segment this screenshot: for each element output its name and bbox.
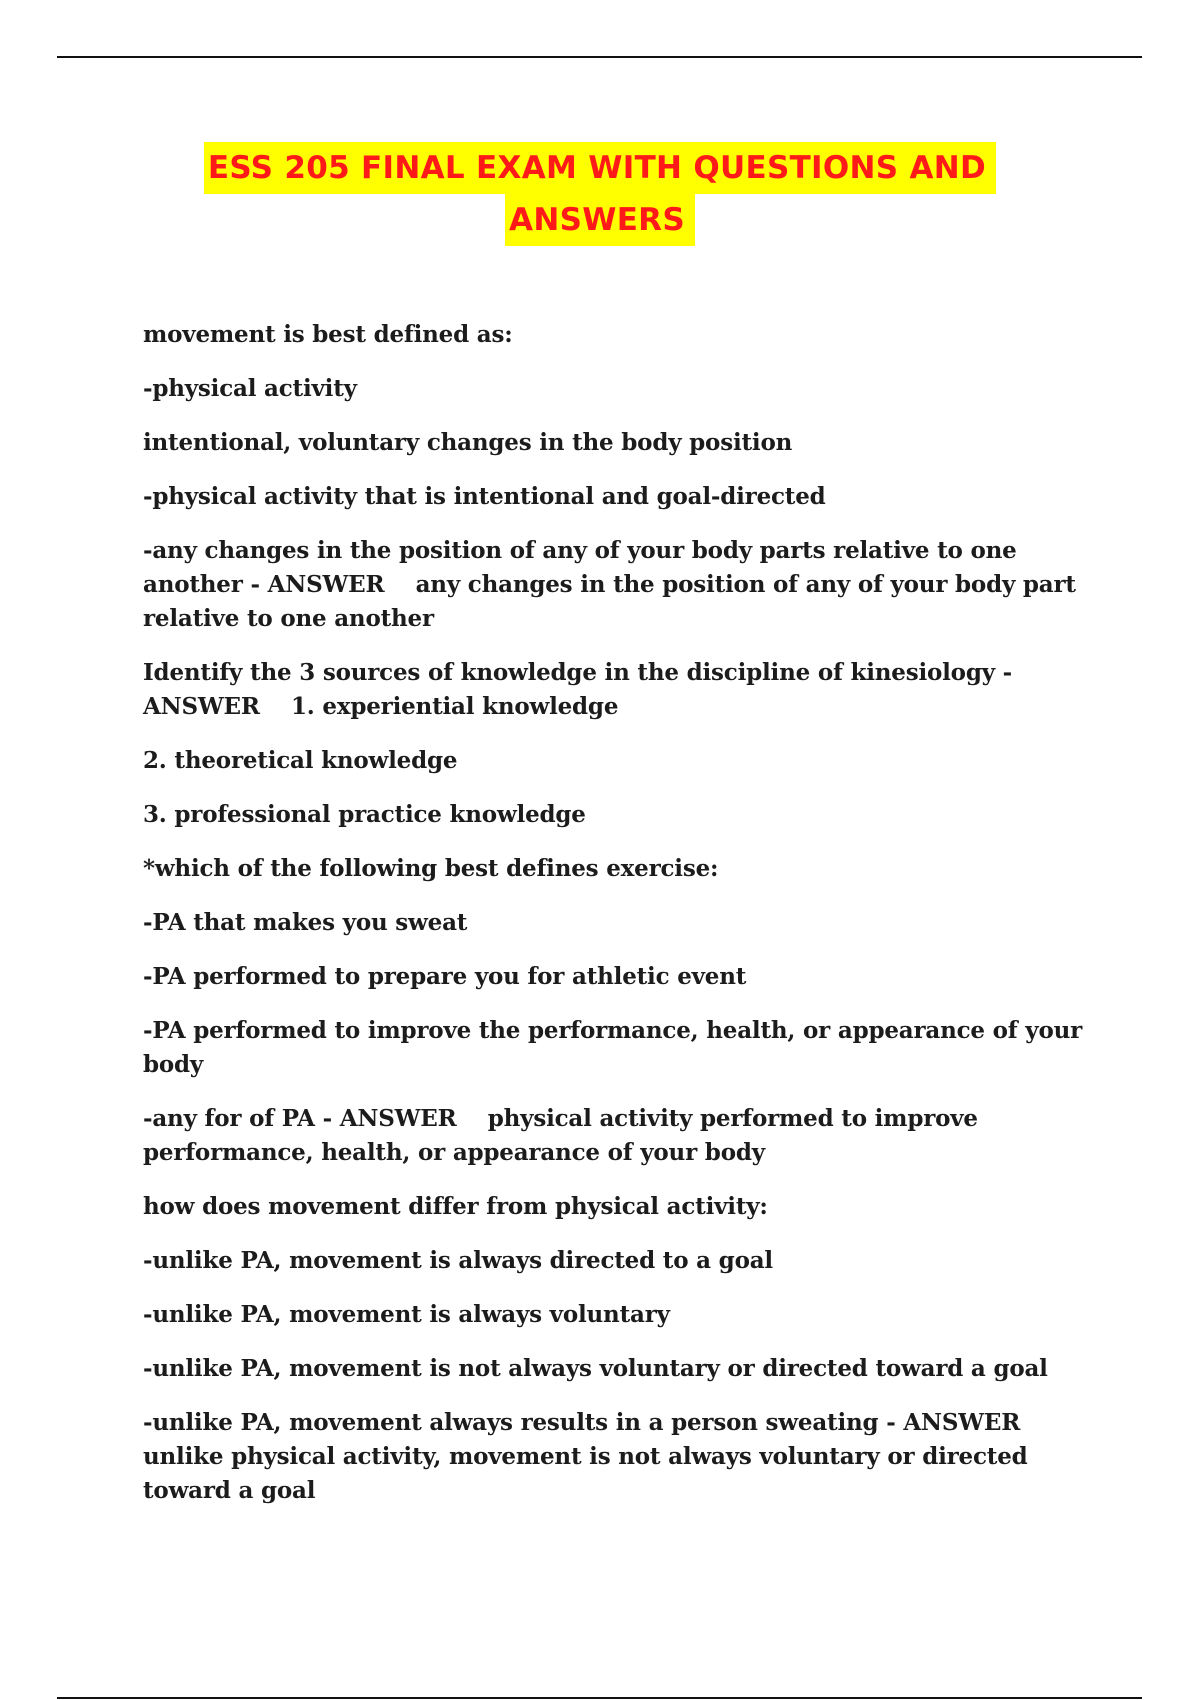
document-title: [0, 142, 1200, 246]
document-body: [143, 318, 1090, 1528]
option-paragraph: -PA performed to prepare you for athletic event: [143, 963, 747, 990]
option-paragraph: -unlike PA, movement is always directed to a goal: [143, 1247, 773, 1274]
answer-paragraph: -any changes in the position of any of your body parts relative to one another - ANSWER any changes in the position of any of your body part relative to one another: [143, 537, 1084, 632]
question-paragraph: movement is best defined as:: [143, 321, 513, 348]
option-paragraph: -physical activity that is intentional and goal-directed: [143, 483, 826, 510]
title-line-1: ESS 205 FINAL EXAM WITH QUESTIONS AND: [204, 142, 996, 194]
list-item: 3. professional practice knowledge: [143, 801, 586, 828]
bottom-rule: [57, 1697, 1142, 1699]
option-paragraph: -unlike PA, movement is not always voluntary or directed toward a goal: [143, 1355, 1048, 1382]
option-paragraph: -physical activity: [143, 375, 357, 402]
option-paragraph: -unlike PA, movement is always voluntary: [143, 1301, 670, 1328]
list-item: 2. theoretical knowledge: [143, 747, 458, 774]
answer-paragraph: -any for of PA - ANSWER physical activity performed to improve performance, health, or appearance of your body: [143, 1105, 986, 1166]
option-paragraph: -PA performed to improve the performance, health, or appearance of your body: [143, 1017, 1090, 1078]
question-answer-paragraph: Identify the 3 sources of knowledge in the discipline of kinesiology - ANSWER 1. experiential knowledge: [143, 659, 1020, 720]
option-paragraph: intentional, voluntary changes in the body position: [143, 429, 793, 456]
option-paragraph: -PA that makes you sweat: [143, 909, 468, 936]
title-line-2: ANSWERS: [505, 194, 695, 246]
answer-paragraph: -unlike PA, movement always results in a person sweating - ANSWER unlike physical activity, movement is not always voluntary or directed toward a goal: [143, 1409, 1052, 1504]
top-rule: [57, 56, 1142, 58]
question-paragraph: *which of the following best defines exercise:: [143, 855, 719, 882]
question-paragraph: how does movement differ from physical activity:: [143, 1193, 768, 1220]
